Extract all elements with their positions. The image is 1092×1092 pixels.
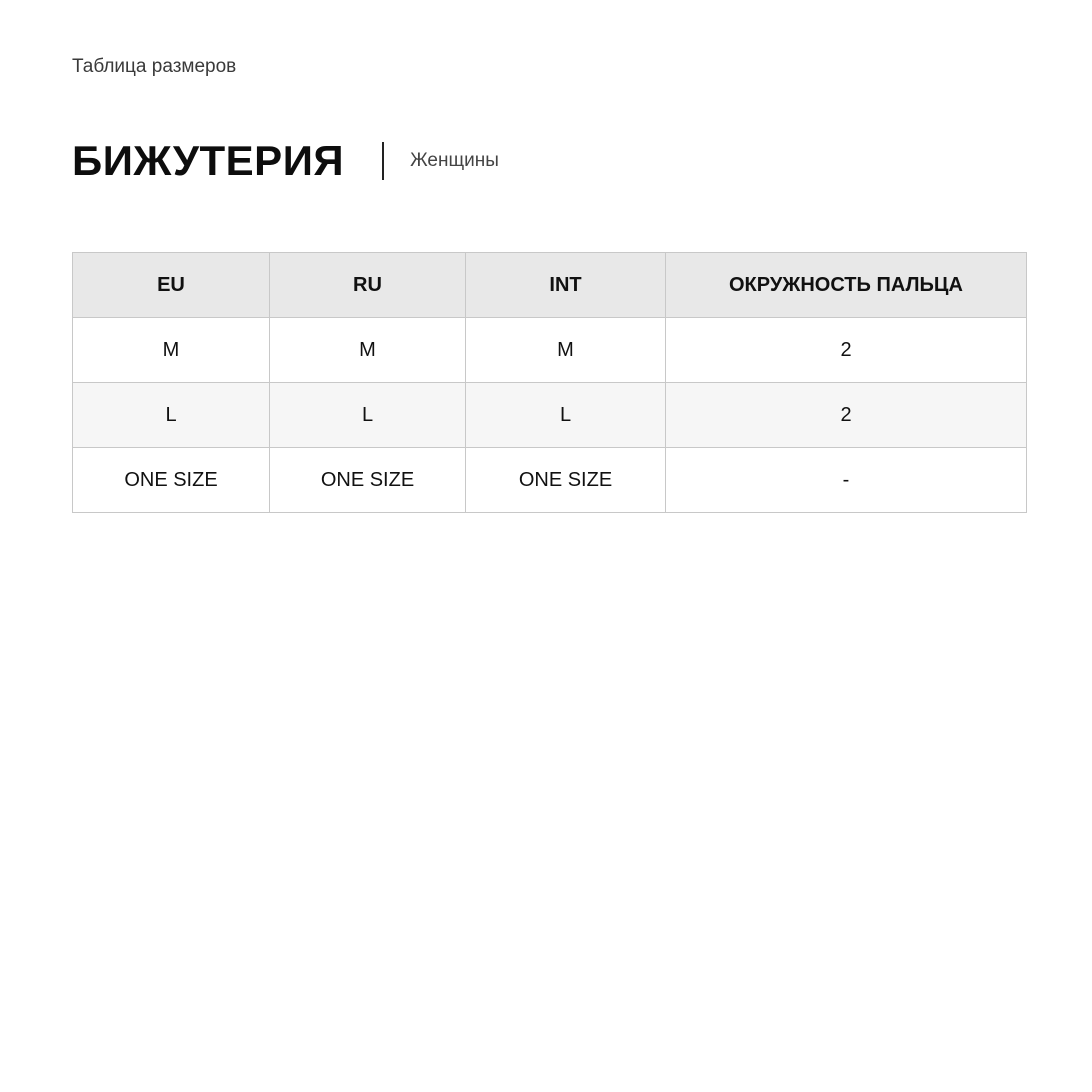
cell-eu: L <box>73 383 270 448</box>
cell-int: ONE SIZE <box>466 448 666 513</box>
cell-int: L <box>466 383 666 448</box>
cell-finger-circumference: 2 <box>666 318 1027 383</box>
cell-finger-circumference: 2 <box>666 383 1027 448</box>
table-row <box>73 383 1027 448</box>
table-header-row <box>73 253 1027 318</box>
heading-row <box>72 138 499 184</box>
cell-ru: M <box>270 318 466 383</box>
heading-divider <box>382 142 384 180</box>
header-eu: EU <box>73 253 270 318</box>
cell-ru: L <box>270 383 466 448</box>
cell-eu: M <box>73 318 270 383</box>
cell-int: M <box>466 318 666 383</box>
size-table <box>72 252 1027 513</box>
header-int: INT <box>466 253 666 318</box>
cell-finger-circumference: - <box>666 448 1027 513</box>
table-row <box>73 318 1027 383</box>
header-finger-circumference: ОКРУЖНОСТЬ ПАЛЬЦА <box>666 253 1027 318</box>
category-title: БИЖУТЕРИЯ <box>72 137 345 184</box>
table-row <box>73 448 1027 513</box>
gender-label: Женщины <box>410 150 499 171</box>
cell-eu: ONE SIZE <box>73 448 270 513</box>
cell-ru: ONE SIZE <box>270 448 466 513</box>
page-label: Таблица размеров <box>72 56 237 77</box>
header-ru: RU <box>270 253 466 318</box>
